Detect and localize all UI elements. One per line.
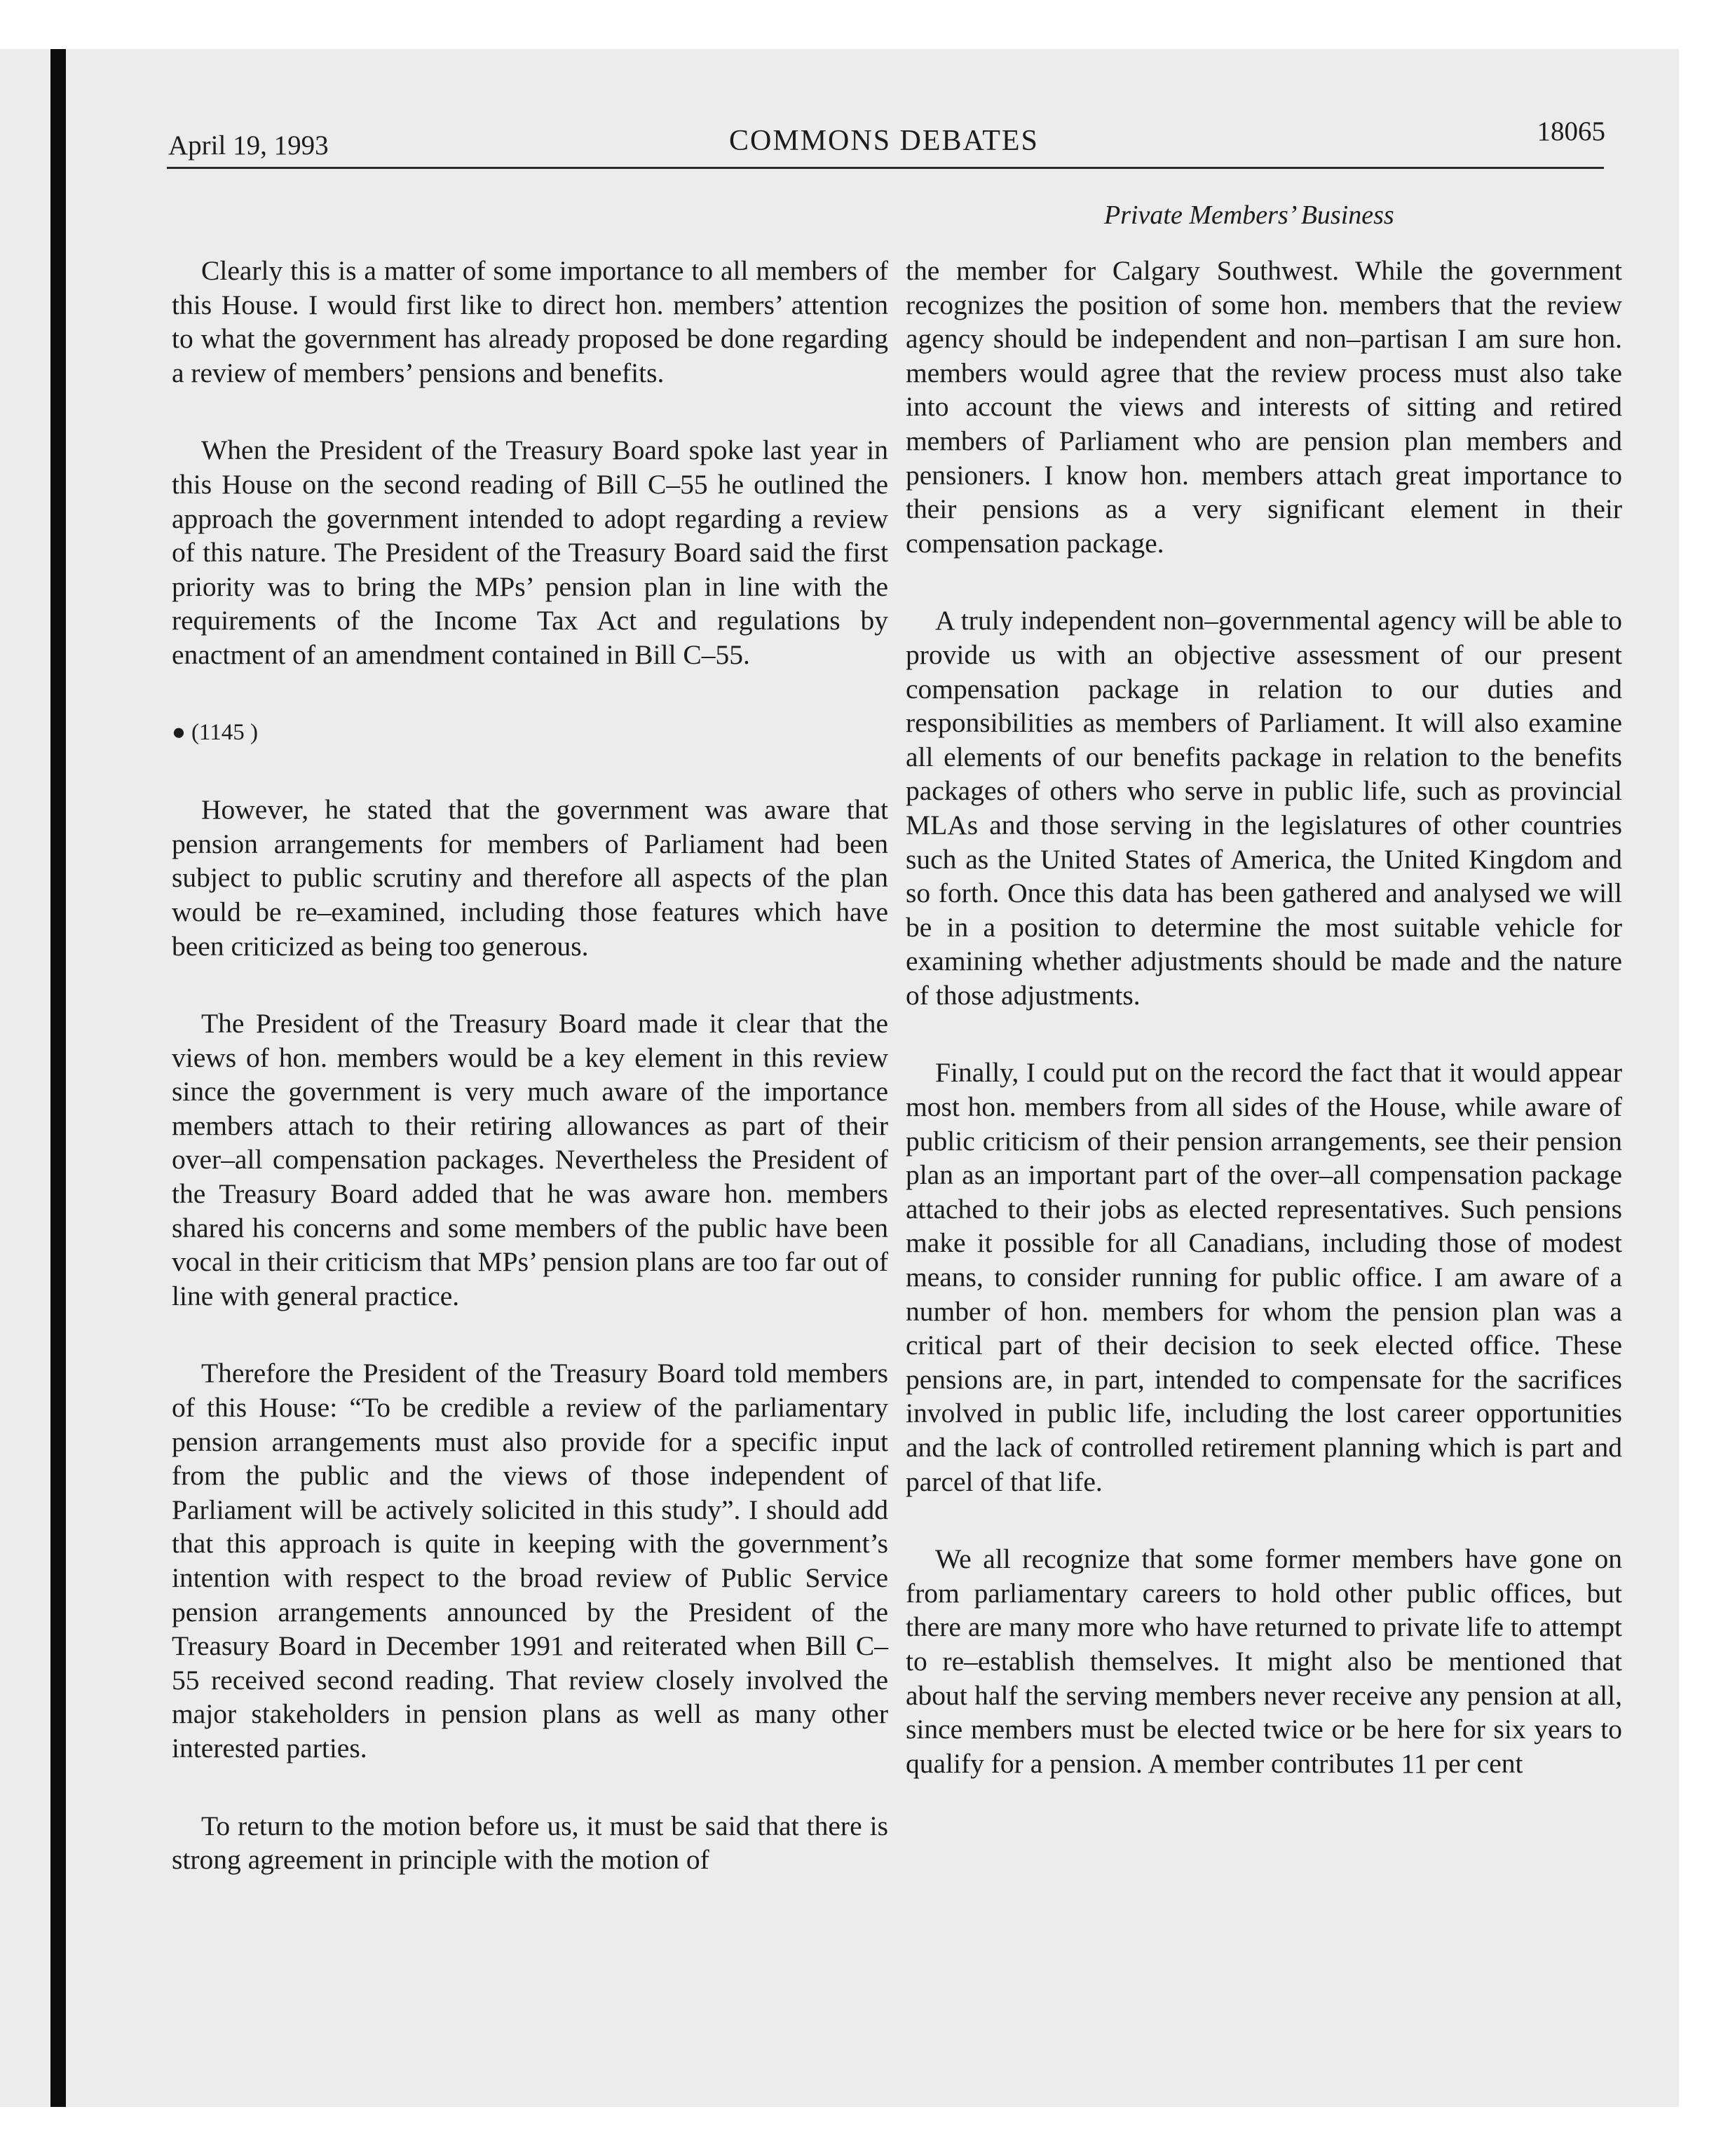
paragraph: Clearly this is a matter of some importance to all members of this House. I would first like to direct hon. members’ attention to what the government has already proposed be done regarding a review of members’ pensions and benefits. bbox=[172, 255, 888, 388]
header-title: COMMONS DEBATES bbox=[729, 125, 1039, 157]
page-number: 18065 bbox=[1537, 116, 1605, 146]
paragraph: Therefore the President of the Treasury Board told members of this House: “To be credible a review of the parliamentary pension arrangements must also provide for a specific input from the public and the views of those independent of Parliament will be actively solicited in this study”. I should add that this approach is quite in keeping with the government’s intention with respect to the broad review of Public Service pension arrangements announced by the President of the Treasury Board in December 1991 and reiterated when Bill C–55 received second reading. That review closely involved the major stakeholders in pension plans as well as many other interested parties. bbox=[172, 1358, 888, 1763]
header-date: April 19, 1993 bbox=[168, 130, 329, 161]
paragraph: Finally, I could put on the record the fact that it would appear most hon. members from all sides of the House, while aware of public criticism of their pension arrangements, see their pension plan as an important part of the over–all compensation package attached to their jobs as elected representatives. Such pensions make it possible for all Canadians, including those of modest means, to consider running for public office. I am aware of a number of hon. members for whom the pension plan was a critical part of their decision to seek elected office. These pensions are, in part, intended to compensate for the sacrifices involved in public life, including the lost career opportunities and the lack of controlled retirement planning which is part and parcel of that life. bbox=[906, 1057, 1622, 1497]
time-marker bbox=[172, 716, 888, 750]
right-column bbox=[906, 254, 1622, 1780]
paragraph: To return to the motion before us, it must be said that there is strong agreement in principle with the motion of bbox=[172, 1810, 888, 1876]
paragraph: A truly independent non–governmental agency will be able to provide us with an objective assessment of our present compensation package in relation to our duties and responsibilities as members of Parliament. It will also examine all elements of our benefits package in relation to the benefits packages of others who serve in public life, such as provincial MLAs and those serving in the legislatures of other countries such as the United States of America, the United Kingdom and so forth. Once this data has been gathered and analysed we will be in a position to determine the most suitable vehicle for examining whether adjustments should be made and the nature of those adjustments. bbox=[906, 605, 1622, 1011]
paragraph: However, he stated that the government was aware that pension arrangements for members of Parliament had been subject to public scrutiny and therefore all aspects of the plan would be re–examined, including those features which have been criticized as being too generous. bbox=[172, 794, 888, 962]
paragraph: When the President of the Treasury Board spoke last year in this House on the second reading of Bill C–55 he outlined the approach the government intended to adopt regarding a review of this nature. The President of the Treasury Board said the first priority was to bring the MPs’ pension plan in line with the requirements of the Income Tax Act and regulations by enactment of an amendment contained in Bill C–55. bbox=[172, 435, 888, 670]
time-marker-text: (1145 ) bbox=[191, 719, 258, 745]
binding-edge bbox=[50, 49, 66, 2107]
paragraph: the member for Calgary Southwest. While the government recognizes the position of some hon. members that the review agency should be independent and non–partisan I am sure hon. members would agree that the review process must also take into account the views and interests of sitting and retired members of Parliament who are pension plan members and pensioners. I know hon. members attach great importance to their pensions as a very significant element in their compensation package. bbox=[906, 255, 1622, 559]
header-rule bbox=[167, 167, 1604, 169]
page-header bbox=[168, 116, 1605, 172]
left-column bbox=[172, 254, 888, 1877]
bullet-icon: ● bbox=[172, 719, 186, 745]
section-label: Private Members’ Business bbox=[1104, 200, 1394, 230]
paragraph: We all recognize that some former members have gone on from parliamentary careers to hold other public offices, but there are many more who have returned to private life to attempt to re–establish themselves. It might also be mentioned that about half the serving members never receive any pension at all, since members must be elected twice or be here for six years to qualify for a pension. A member contributes 11 per cent bbox=[906, 1543, 1622, 1779]
paragraph: The President of the Treasury Board made it clear that the views of hon. members would be a key element in this review since the government is very much aware of the importance members attach to their retiring allowances as part of their over–all compensation packages. Nevertheless the President of the Treasury Board added that he was aware hon. members shared his concerns and some members of the public have been vocal in their criticism that MPs’ pension plans are too far out of line with general practice. bbox=[172, 1008, 888, 1311]
